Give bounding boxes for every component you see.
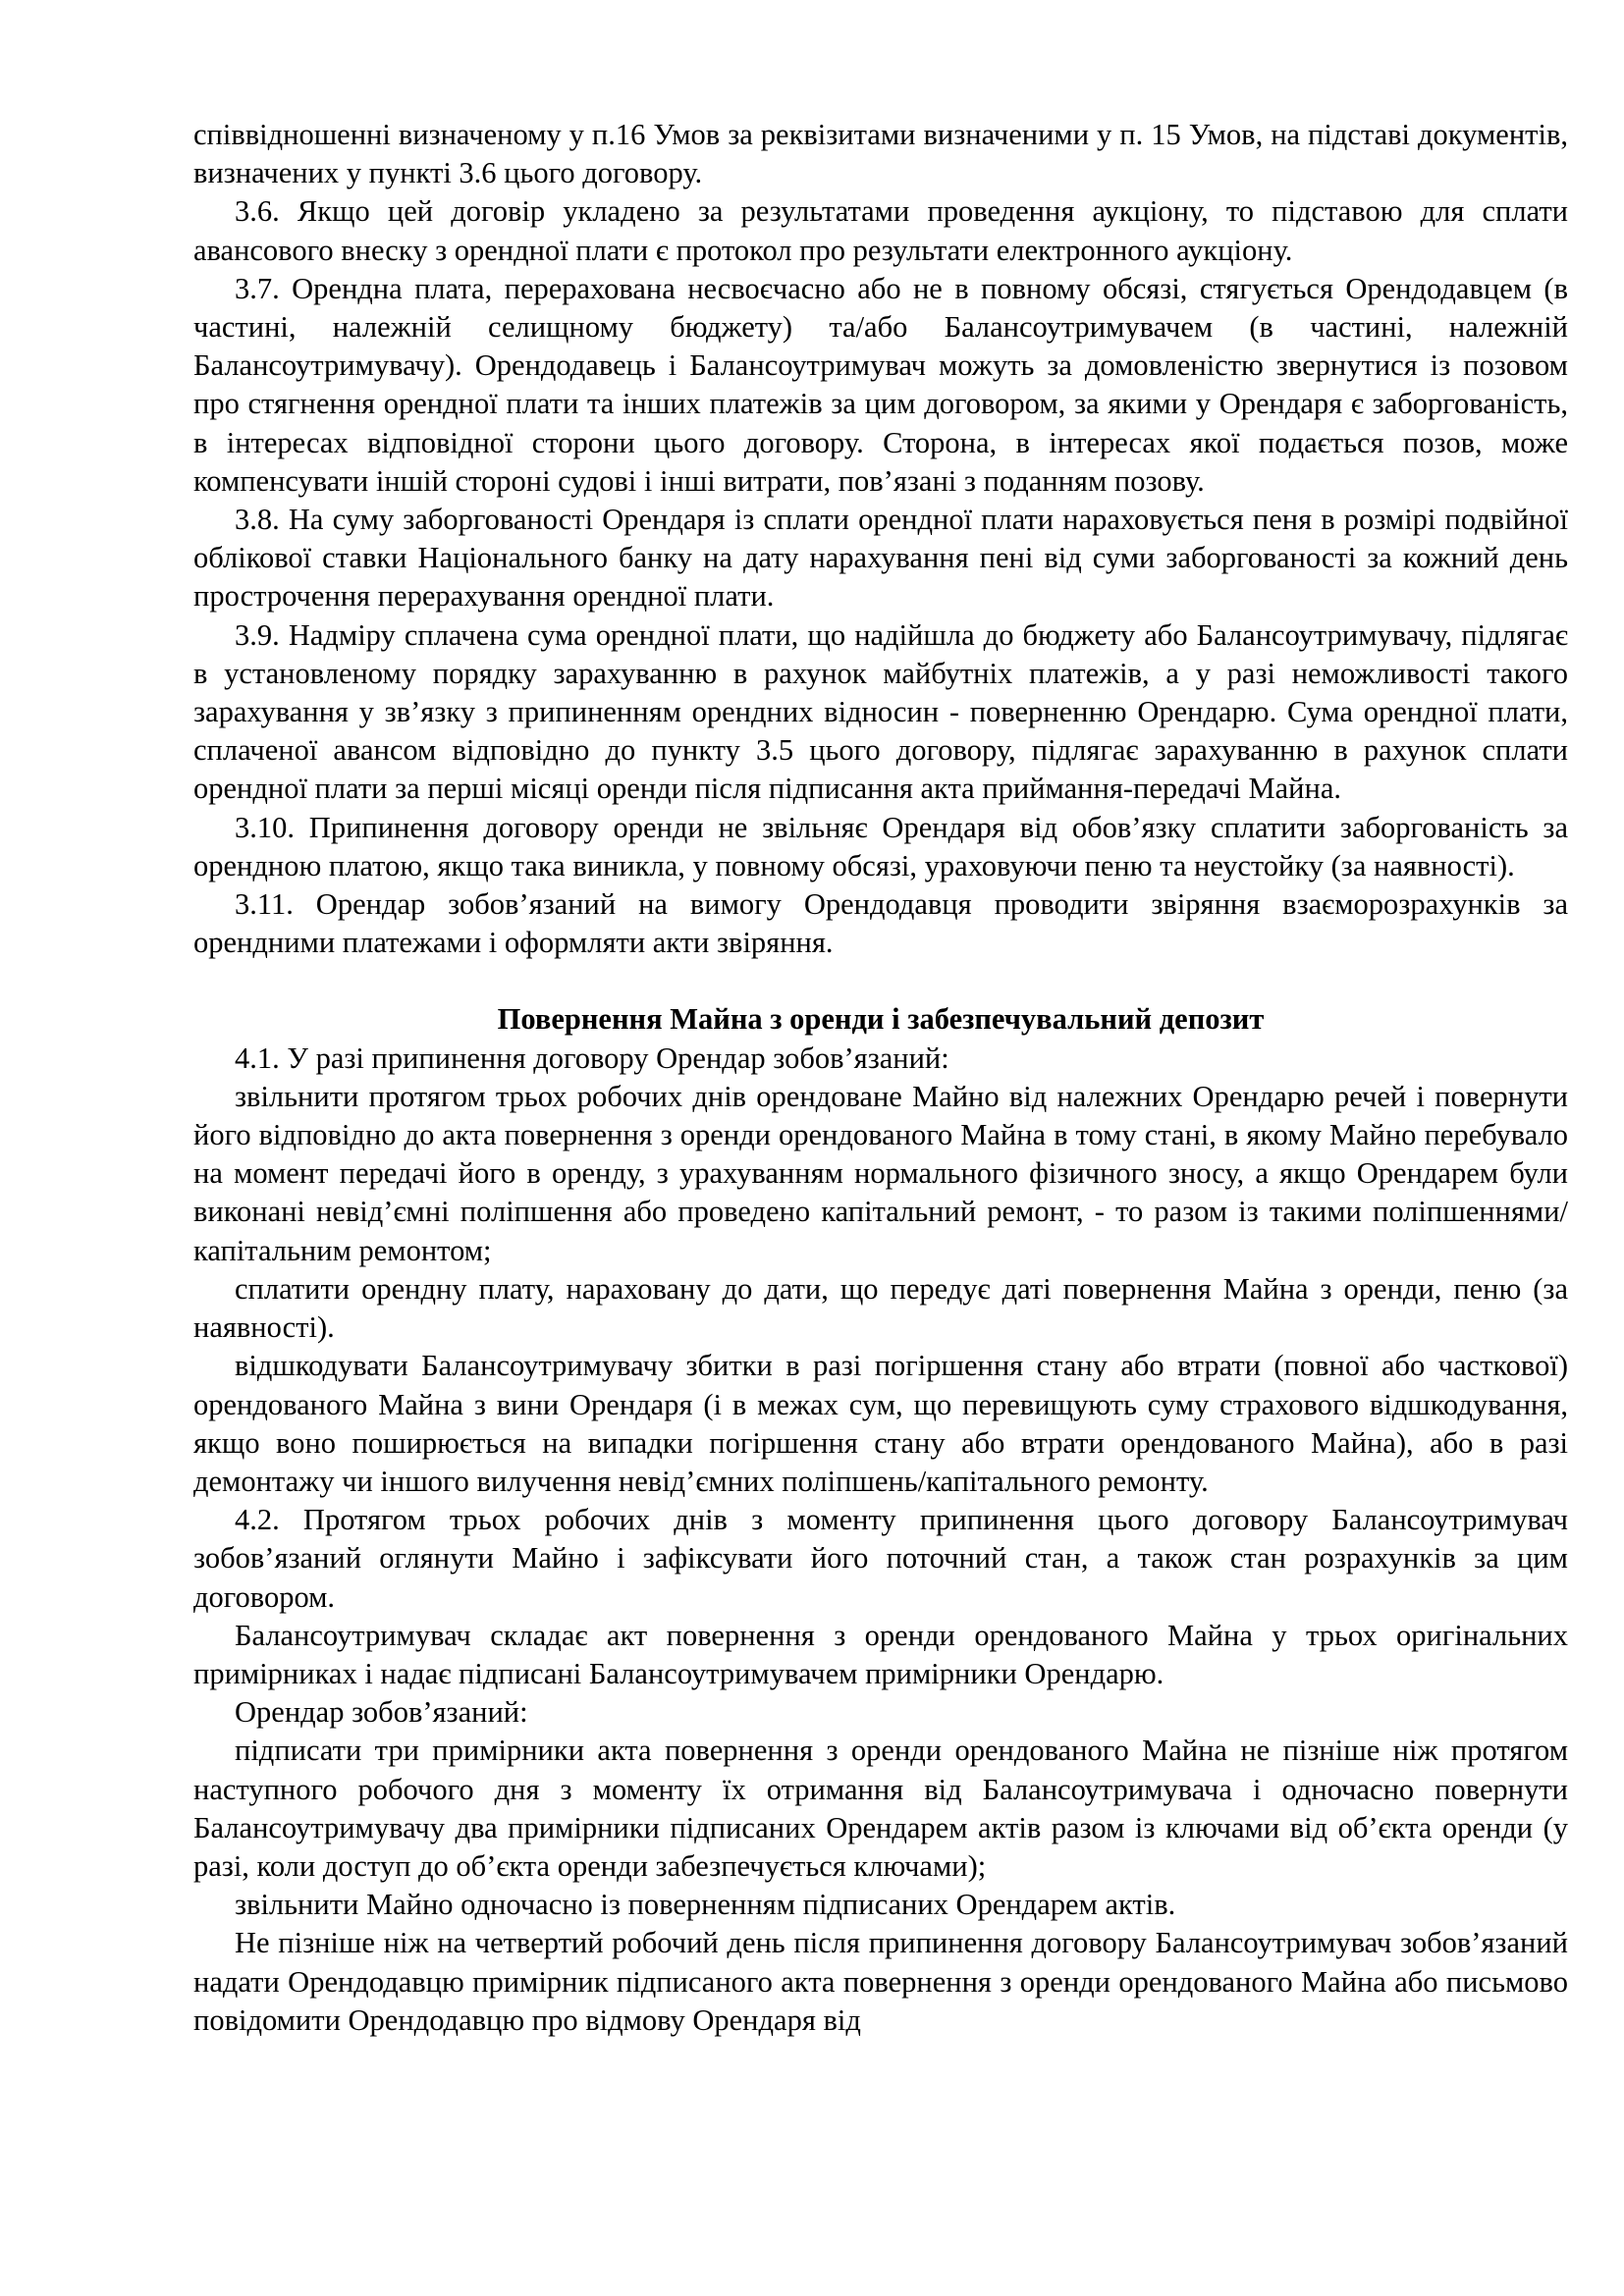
paragraph-3-11: 3.11. Орендар зобов’язаний на вимогу Орендодавця проводити звіряння взаєморозрахунків за орендними платежами і оформляти акти звіряння. <box>193 887 1568 960</box>
paragraph-return-act: Балансоутримувач складає акт повернення з оренди орендованого Майна у трьох оригінальних примірниках і надає підписані Балансоутримувачем примірники Орендарю. <box>193 1618 1568 1690</box>
paragraph-4-2: 4.2. Протягом трьох робочих днів з моменту припинення цього договору Балансоутримувач зобов’язаний оглянути Майно і зафіксувати його поточний стан, а також стан розрахунків за цим договором. <box>193 1503 1568 1614</box>
paragraph-pay-rent: сплатити орендну плату, нараховану до дати, що передує даті повернення Майна з оренди, пеню (за наявності). <box>193 1271 1568 1345</box>
paragraph-3-10: 3.10. Припинення договору оренди не звільняє Орендаря від обов’язку сплатити заборгованість за орендною платою, якщо така виникла, у повному обсязі, ураховуючи пеню та неустойку (за наявності). <box>193 810 1568 882</box>
section-heading: Повернення Майна з оренди і забезпечувальний депозит <box>497 1002 1265 1037</box>
paragraph-tenant-obliged: Орендар зобов’язаний: <box>235 1695 528 1730</box>
paragraph-compensate-losses: відшкодувати Балансоутримувачу збитки в разі погіршення стану або втрати (повної або часткової) орендованого Майна з вини Орендаря (і в межах сум, що перевищують суму страхового відшкодування, якщо воно поширюється на випадки погіршення стану або втрати орендованого Майна), або в разі демонтажу чи іншого вилучення невід’ємних поліпшень/капітального ремонту. <box>193 1349 1568 1498</box>
paragraph-continuation: співвідношенні визначеному у п.16 Умов за реквізитами визначеними у п. 15 Умов, на підставі документів, визначених у пункті 3.6 цього договору. <box>193 118 1568 190</box>
paragraph-sign-copies: підписати три примірники акта повернення з оренди орендованого Майна не пізніше ніж протягом наступного робочого дня з моменту їх отримання від Балансоутримувача і одночасно повернути Балансоутримувачу два примірники підписаних Орендарем актів разом із ключами від об’єкта оренди (у разі, коли доступ до об’єкта оренди забезпечується ключами); <box>193 1734 1568 1883</box>
paragraph-3-8: 3.8. На суму заборгованості Орендаря із сплати орендної плати нараховується пеня в розмірі подвійної облікової ставки Національного банку на дату нарахування пені від суми заборгованості за кожний день прострочення перерахування орендної плати. <box>193 503 1568 614</box>
paragraph-3-9: 3.9. Надміру сплачена сума орендної плати, що надійшла до бюджету або Балансоутримувачу, підлягає в установленому порядку зарахуванню в рахунок майбутніх платежів, а у разі неможливості такого зарахування у зв’язку з припиненням орендних відносин - поверненню Орендарю. Сума орендної плати, сплаченої авансом відповідно до пункту 3.5 цього договору, підлягає зарахуванню в рахунок сплати орендної плати за перші місяці оренди після підписання акта приймання-передачі Майна. <box>193 617 1568 806</box>
paragraph-release-property: звільнити протягом трьох робочих днів орендоване Майно від належних Орендарю речей і повернути його відповідно до акта повернення з оренди орендованого Майна в тому стані, в якому Майно перебувало на момент передачі його в оренду, з урахуванням нормального фізичного зносу, а якщо Орендарем були виконані невід’ємні поліпшення або проведено капітальний ремонт, - то разом із такими поліпшеннями/капітальним ремонтом; <box>193 1079 1568 1267</box>
paragraph-3-6: 3.6. Якщо цей договір укладено за результатами проведення аукціону, то підставою для сплати авансового внеску з орендної плати є протокол про результати електронного аукціону. <box>193 194 1568 267</box>
paragraph-fourth-day: Не пізніше ніж на четвертий робочий день після припинення договору Балансоутримувач зобов’язаний надати Орендодавцю примірник підписаного акта повернення з оренди орендованого Майна або письмово повідомити Орендодавцю про відмову Орендаря від <box>193 1926 1568 2037</box>
paragraph-vacate-property: звільнити Майно одночасно із поверненням підписаних Орендарем актів. <box>235 1888 1176 1922</box>
paragraph-3-7: 3.7. Орендна плата, перерахована несвоєчасно або не в повному обсязі, стягується Орендодавцем (в частині, належній селищному бюджету) та/або Балансоутримувачем (в частині, належній Балансоутримувачу). Орендодавець і Балансоутримувач можуть за домовленістю звернутися із позовом про стягнення орендної плати та інших платежів за цим договором, за якими у Орендаря є заборгованість, в інтересах відповідної сторони цього договору. Сторона, в інтересах якої подається позов, може компенсувати іншій стороні судові і інші витрати, пов’язані з поданням позову. <box>193 271 1568 498</box>
paragraph-4-1: 4.1. У разі припинення договору Орендар зобов’язаний: <box>235 1041 949 1075</box>
